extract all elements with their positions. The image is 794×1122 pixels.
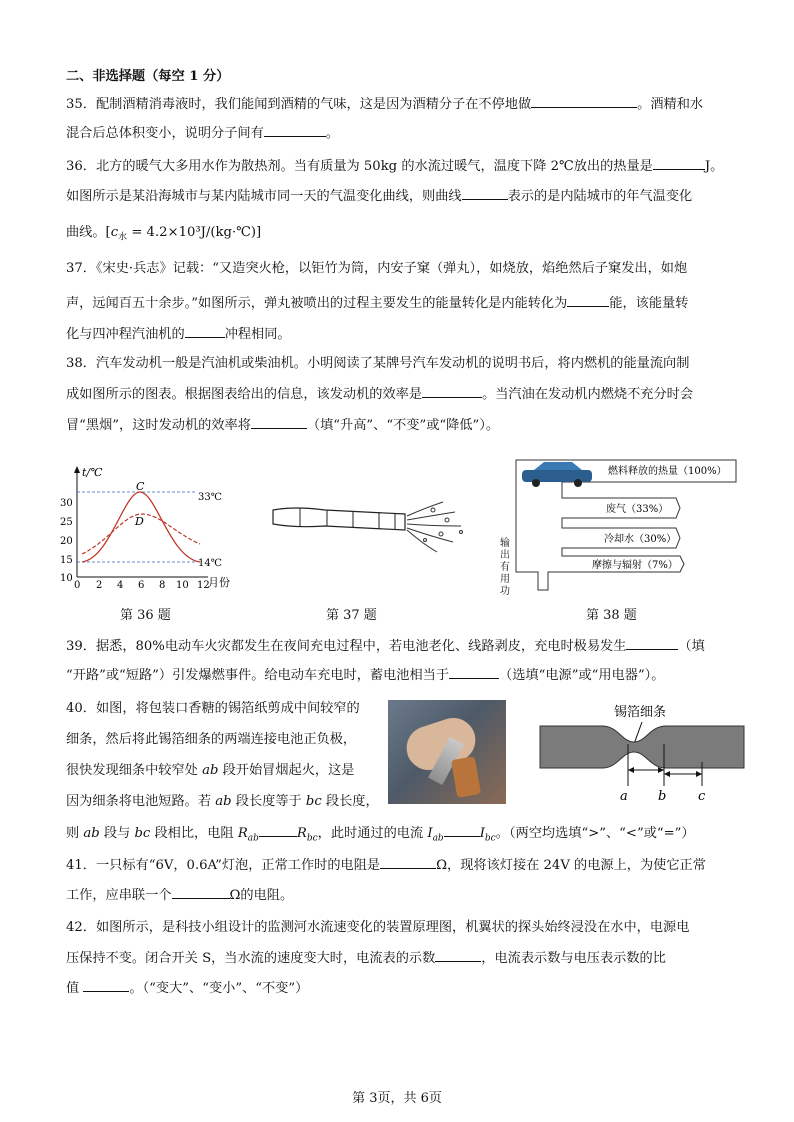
fig36-label-c: C (136, 480, 145, 493)
fig36-xtick-8: 8 (159, 580, 166, 591)
fig40-photo (388, 700, 506, 804)
q35-line-2: 混合后总体积变小，说明分子间有 。 (66, 126, 339, 141)
q37-line-1: 37．《宋史·兵志》记载：“又造突火枪，以钜竹为筒，内安子窠（弹丸），如烧放，焰绝然后子窠发出，如炮 (66, 261, 688, 276)
q35-line-1: 35．配制酒精消毒液时，我们能闻到酒精的气味，这是因为酒精分子在不停地做 。酒精和水 (66, 97, 704, 112)
q38-blank-2[interactable] (251, 416, 307, 429)
fig38-top-label: 燃料释放的热量（100%） (608, 466, 727, 477)
q41-blank-1[interactable] (380, 856, 436, 869)
page-footer: 第 3页，共 6页 (352, 1091, 442, 1106)
section-heading: 二、非选择题（每空 1 分） (66, 69, 230, 84)
q37-blank-2[interactable] (185, 325, 225, 338)
q35-blank-1[interactable] (531, 95, 637, 108)
fig36-ytick-20: 20 (60, 536, 73, 547)
q40-line-2: 细条，然后将此锡箔细条的两端连接电池正负极， (66, 732, 357, 747)
fig40-label-a: a (620, 789, 628, 804)
q37-line-3: 化与四冲程汽油机的 冲程相同。 (66, 327, 291, 342)
q40-line-4: 因为细条将电池短路。若 ab 段长度等于 bc 段长度， (66, 794, 379, 809)
q42-line-2: 压保持不变。闭合开关 S，当水流的速度变大时，电流表的示数 ，电流表示数与电压表示数的比 (66, 951, 666, 966)
q41-line-1: 41．一只标有“6V，0.6A”灯泡，正常工作时的电阻是 Ω，现将该灯接在 24V 的电源上，为使它正常 (66, 858, 706, 873)
q40-line-5: 则 ab 段与 bc 段相比，电阻 $R_{ab}$ $R_{bc}$，此时通过的电流 $I_{ab}$ $I_{bc}$。（两空均选填“>”、“<”或“=”） (66, 826, 695, 844)
fig36-xtick-2: 2 (96, 580, 103, 591)
fig37-bamboo-tube (273, 508, 405, 530)
q39-blank-2[interactable] (449, 666, 499, 679)
q42-line-1: 42．如图所示，是科技小组设计的监测河水流速变化的装置原理图，机翼状的探头始终浸没在水中，电源电 (66, 920, 690, 935)
fig38-cool-label: 冷却水（30%） (604, 534, 677, 545)
fig36-ytick-10: 10 (60, 573, 73, 584)
q40-line-1: 40．如图，将包装口香糖的锡箔纸剪成中间较窄的 (66, 701, 360, 716)
q36-blank-1[interactable] (653, 157, 705, 170)
fig38-friction-label: 摩擦与辐射（7%） (592, 560, 678, 571)
fig36-xtick-6: 6 (138, 580, 145, 591)
fig37-flame (407, 502, 463, 552)
fig36-y-arrow (74, 466, 80, 473)
q38-line-1: 38．汽车发动机一般是汽油机或柴油机。小明阅读了某牌号汽车发动机的说明书后，将内燃机的能量流向制 (66, 356, 690, 371)
fig36-xtick-10: 10 (176, 580, 189, 591)
q39-blank-1[interactable] (626, 637, 678, 650)
fig36-label-max: 33℃ (198, 492, 222, 503)
fig38-waste-label: 废气（33%） (606, 504, 669, 515)
q39-line-2: “开路”或“短路”）引发爆燃事件。给电动车充电时，蓄电池相当于 （选填“电源”或“用电器”）。 (66, 668, 665, 683)
fig36-xlabel: 月份 (208, 576, 230, 589)
q36-line-3: 曲线。[$c_水$ = 4.2×10³J/(kg·℃)] (66, 225, 262, 243)
fig36-caption: 第 36 题 (120, 608, 171, 623)
fig36-ytick-30: 30 (60, 498, 73, 509)
q35-blank-2[interactable] (264, 124, 326, 137)
fig40-label-c: c (698, 789, 706, 804)
q38-line-3: 冒“黑烟”，这时发动机的效率将 （填“升高”、“不变”或“降低”）。 (66, 418, 500, 433)
q38-line-2: 成如图所示的图表。根据图表给出的信息，该发动机的效率是 。当汽油在发动机内燃烧不充分时会 (66, 387, 694, 402)
q36-line-2: 如图所示是某沿海城市与某内陆城市同一天的气温变化曲线，则曲线 表示的是内陆城市的年气温变化 (66, 189, 693, 204)
fig36-xtick-0: 0 (74, 580, 81, 591)
q36-line-1: 36．北方的暖气大多用水作为散热剂。当有质量为 50kg 的水流过暖气，温度下降 2℃放出的热量是 J。 (66, 159, 724, 174)
fig38-energy-flow (496, 458, 742, 598)
q37-line-2: 声，远闻百五十余步。”如图所示，弹丸被喷出的过程主要发生的能量转化是内能转化为 能，该能量转 (66, 296, 689, 311)
fig36-ytick-25: 25 (60, 517, 73, 528)
q40-blank-2[interactable] (444, 824, 480, 837)
q41-line-2: 工作，应串联一个 Ω的电阻。 (66, 888, 294, 903)
fig40-title: 锡箔细条 (614, 705, 667, 720)
q39-line-1: 39．据悉，80%电动车火灾都发生在夜间充电过程中，若电池老化、线路剥皮，充电时极易发生 （填 (66, 639, 705, 654)
fig36-ylabel: t/℃ (82, 466, 103, 479)
fig40-label-b: b (658, 789, 667, 804)
fig36-ytick-15: 15 (60, 555, 73, 566)
fig38-output-label: 输出有用功 (500, 538, 510, 597)
fig36-xtick-12: 12 (197, 580, 210, 591)
fig38-caption: 第 38 题 (586, 608, 637, 623)
q36-blank-2[interactable] (462, 187, 508, 200)
q41-blank-2[interactable] (172, 886, 230, 899)
q38-blank-1[interactable] (422, 385, 482, 398)
fig37-caption: 第 37 题 (326, 608, 377, 623)
q42-line-3: 值 。（“变大”、“变小”、“不变”） (66, 981, 309, 996)
fig37-fire-lance (265, 490, 480, 560)
q40-line-3: 很快发现细条中较窄处 ab 段开始冒烟起火，这是 (66, 763, 355, 778)
fig36-label-d: D (135, 515, 144, 528)
q42-blank-1[interactable] (435, 949, 481, 962)
fig40-battery (451, 756, 481, 798)
fig36-temperature-chart (58, 462, 230, 592)
fig36-label-min: 14℃ (198, 558, 222, 569)
q42-blank-2[interactable] (83, 979, 129, 992)
q40-blank-1[interactable] (259, 824, 297, 837)
fig40-strip (540, 726, 744, 768)
fig36-xtick-4: 4 (117, 580, 124, 591)
fig40-foil-diagram (538, 698, 748, 808)
q37-blank-1[interactable] (567, 294, 609, 307)
fig38-car-icon (522, 462, 592, 487)
